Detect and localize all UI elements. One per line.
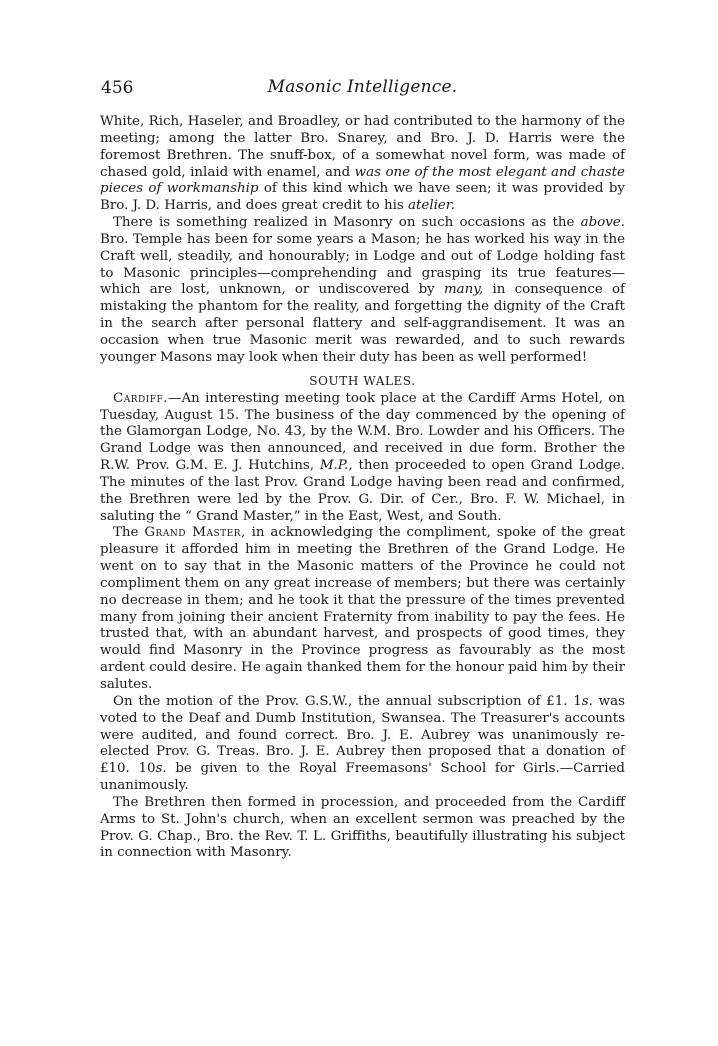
text-run: —An interesting meeting took place at the Cardiff Arms Hotel, on Tuesday, August 15. The business of the day commenced by the opening of the Glamorgan Lodge, No. 43, by the W.M. Bro. Lowder and his Officers. The Grand Lodge was then announced, and received in due form. Brother the R.W. Prov. G.M. E. J. Hutchins, [100, 390, 625, 474]
page-number: 456 [101, 78, 134, 98]
running-head [100, 78, 625, 102]
text-run: in acknowledging the compliment, spoke of the great pleasure it afforded him in meeting the Brethren of the Grand Lodge. He went on to say that in the Masonic matters of the Province he could not compliment them on any great increase of members; but there was certainly no decrease in them; and he took it that the pressure of the times prevented many from joining their ancient Fraternity from inability to pay the fees. He trusted that, with an abundant harvest, and prospects of good times, they would find Masonry in the Province progress as favourably as the most ardent could desire. He again thanked them for the honour paid him by their salutes. [100, 525, 625, 692]
paragraph-cardiff [100, 391, 625, 526]
text-run: On the motion of the Prov. G.S.W., the annual subscription of £1. 1 [113, 693, 582, 709]
text-run: then proceeded to open Grand Lodge. The minutes of the last Prov. Grand Lodge having been read and confirmed, the Brethren were led by the Prov. G. Dir. of Cer., Bro. F. W. Michael, in saluting the “ Grand Master,” in the East, West, and South. [100, 458, 625, 524]
text-run: The [113, 525, 145, 541]
text-run: was voted to the Deaf and Dumb Institution, Swansea. The Treasurer's accounts were audited, and found correct. Bro. J. E. Aubrey was unanimously re-elected Prov. G. Treas. Bro. J. E. Aubrey then proposed that a donation of £10. 10 [100, 693, 625, 777]
italic-run: above. [580, 215, 625, 231]
text-run: be given to the Royal Freemasons' School for Girls.—Carried unanimously. [100, 761, 625, 794]
running-title: Masonic Intelligence. [267, 77, 458, 97]
italic-run: atelier. [408, 198, 455, 214]
italic-run: was one of the most elegant and chaste pieces of workmanship [100, 164, 625, 197]
section-heading: SOUTH WALES. [309, 373, 416, 388]
paragraph-motion [100, 694, 625, 795]
small-caps-lead: Grand Master, [144, 525, 246, 541]
paragraph-procession [100, 795, 625, 862]
text-run: The Brethren then formed in procession, and proceeded from the Cardiff Arms to St. John's church, when an excellent sermon was preached by the Prov. G. Chap., Bro. the Rev. T. L. Griffiths, beautifully illustrating his subject in connection with Masonry. [100, 794, 625, 861]
italic-run: s. [581, 693, 593, 709]
italic-run: s. [155, 761, 167, 777]
italic-run: many, [443, 282, 484, 298]
text-run: in consequence of mistaking the phantom for the reality, and forgetting the dignity of the Craft in the search after personal flattery and self-aggrandisement. It was an occasion when true Masonic merit was rewarded, and to such rewards younger Masons may look when their duty has been as well performed! [100, 282, 625, 365]
text-run: of this kind which we have seen; it was provided by Bro. J. D. Harris, and does great credit to his [100, 181, 625, 214]
paragraph-continuation [100, 114, 625, 215]
small-caps-lead: Cardiff. [113, 390, 169, 406]
book-page [100, 78, 625, 862]
text-run: White, Rich, Haseler, and Broadley, or had contributed to the harmony of the meeting; among the latter Bro. Snarey, and Bro. J. D. Harris were the foremost Brethren. The snuff-box, of a somewhat novel form, was made of chased gold, inlaid with enamel, and [100, 114, 625, 180]
paragraph-grand-master [100, 525, 625, 693]
text-run: There is something realized in Masonry on such occasions as the [113, 215, 581, 231]
italic-run: M.P., [319, 458, 353, 474]
text-run: Bro. Temple has been for some years a Mason; he has worked his way in the Craft well, steadily, and honourably; in Lodge and out of Lodge holding fast to Masonic principles—comprehending and grasping its true features—which are lost, unknown, or undiscovered by [100, 231, 625, 298]
paragraph-temple [100, 215, 625, 367]
